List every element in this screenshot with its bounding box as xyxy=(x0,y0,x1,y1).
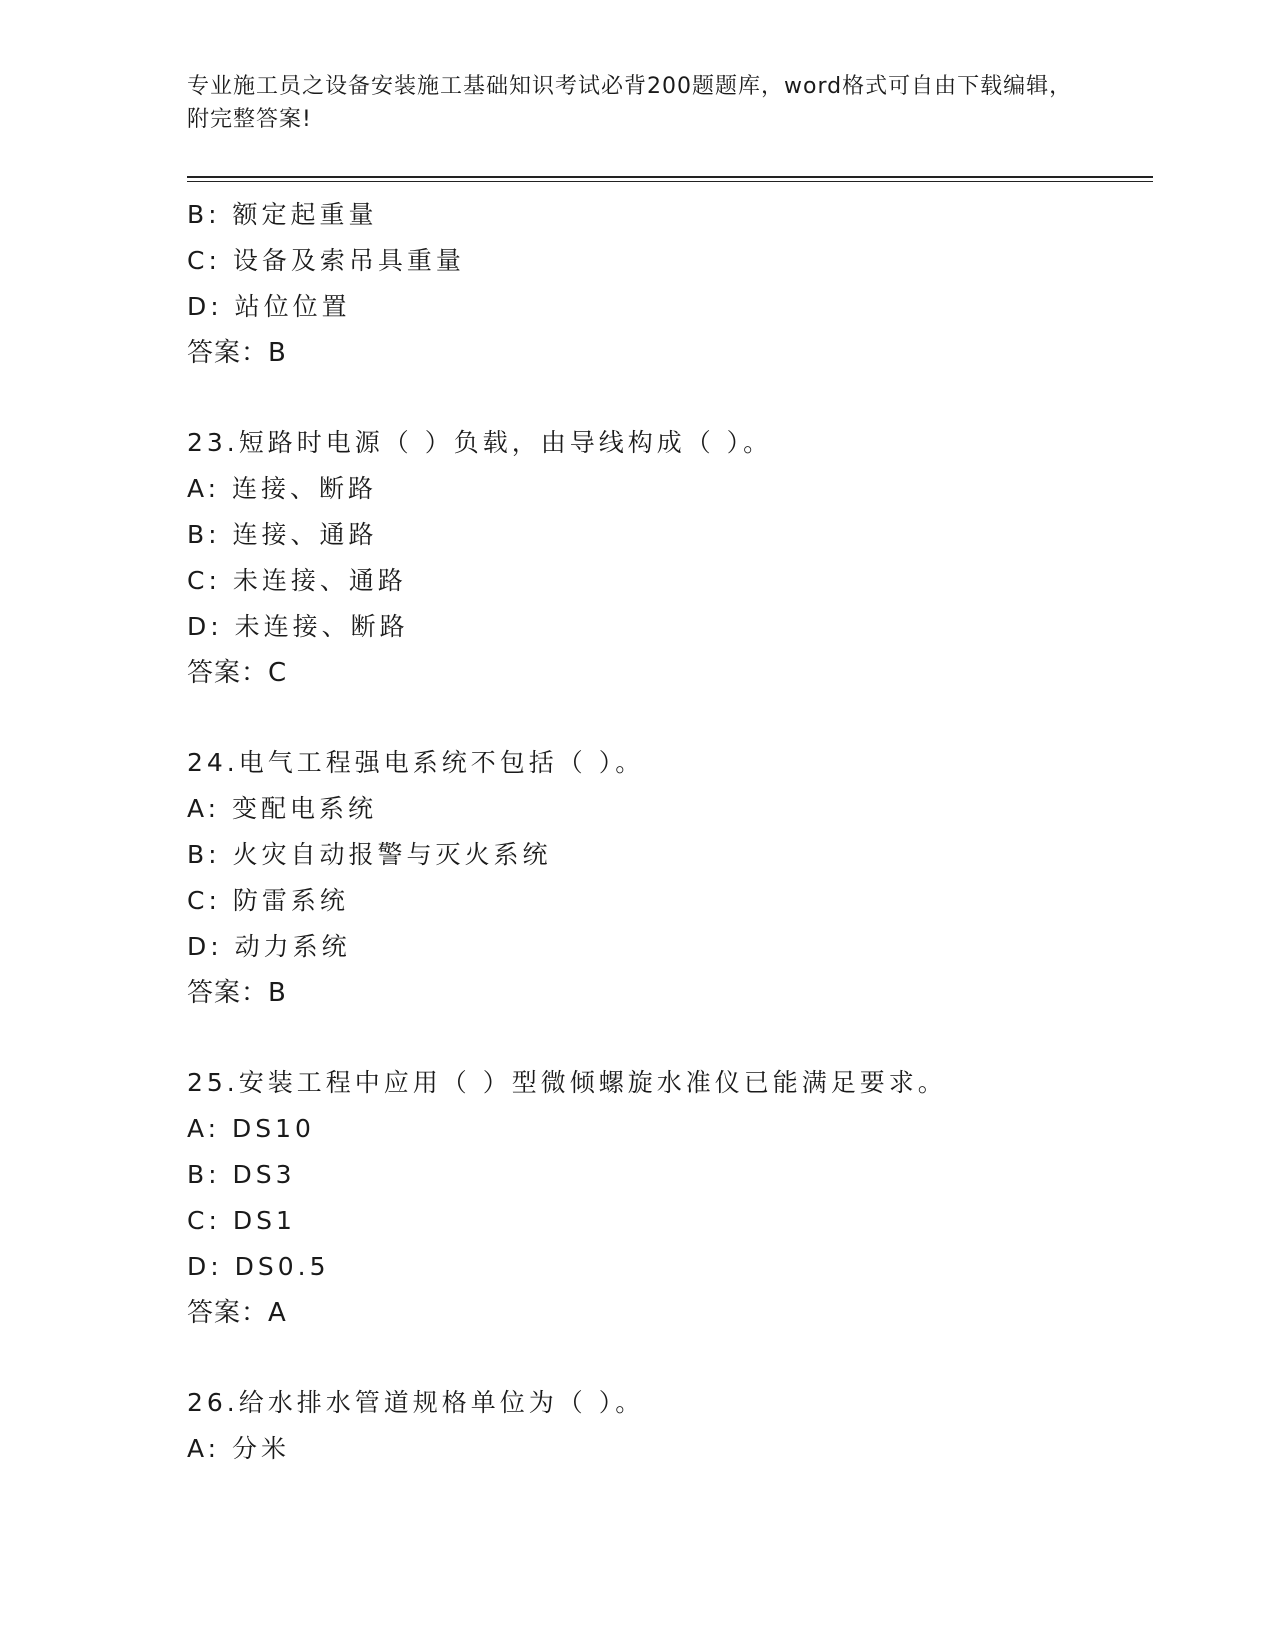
option-a: A: 变配电系统 xyxy=(187,794,378,823)
option-a: A: 连接、断路 xyxy=(187,474,378,503)
question-list xyxy=(187,192,1153,1472)
header-divider xyxy=(187,176,1153,182)
question-26 xyxy=(187,1380,1153,1472)
question-24 xyxy=(187,740,1153,1016)
question-stem: 24.电气工程强电系统不包括（ ）。 xyxy=(187,748,645,777)
answer-label: 答案：C xyxy=(187,658,288,688)
page-header xyxy=(187,70,1087,136)
option-d: D: DS0.5 xyxy=(187,1252,330,1281)
question-22-partial xyxy=(187,192,1153,376)
option-d: D: 站位位置 xyxy=(187,292,351,321)
document-title: 专业施工员之设备安装施工基础知识考试必背200题题库，word格式可自由下载编辑，附完整答案! xyxy=(187,74,1073,132)
option-d: D: 动力系统 xyxy=(187,932,351,961)
option-b: B: 火灾自动报警与灭火系统 xyxy=(187,840,552,869)
option-b: B: 连接、通路 xyxy=(187,520,378,549)
question-stem: 23.短路时电源（ ）负载，由导线构成（ ）。 xyxy=(187,428,773,457)
option-d: D: 未连接、断路 xyxy=(187,612,409,641)
option-c: C: 设备及索吊具重量 xyxy=(187,246,465,275)
option-c: C: 防雷系统 xyxy=(187,886,349,915)
option-c: C: 未连接、通路 xyxy=(187,566,407,595)
question-23 xyxy=(187,420,1153,696)
option-c: C: DS1 xyxy=(187,1206,296,1235)
question-stem: 26.给水排水管道规格单位为（ ）。 xyxy=(187,1388,645,1417)
option-b: B: DS3 xyxy=(187,1160,296,1189)
answer-label: 答案：A xyxy=(187,1298,287,1328)
option-a: A: 分米 xyxy=(187,1434,291,1463)
question-25 xyxy=(187,1060,1153,1336)
option-a: A: DS10 xyxy=(187,1114,315,1143)
option-b: B: 额定起重量 xyxy=(187,200,378,229)
answer-label: 答案：B xyxy=(187,978,287,1008)
answer-label: 答案：B xyxy=(187,338,287,368)
question-stem: 25.安装工程中应用（ ）型微倾螺旋水准仪已能满足要求。 xyxy=(187,1068,947,1097)
